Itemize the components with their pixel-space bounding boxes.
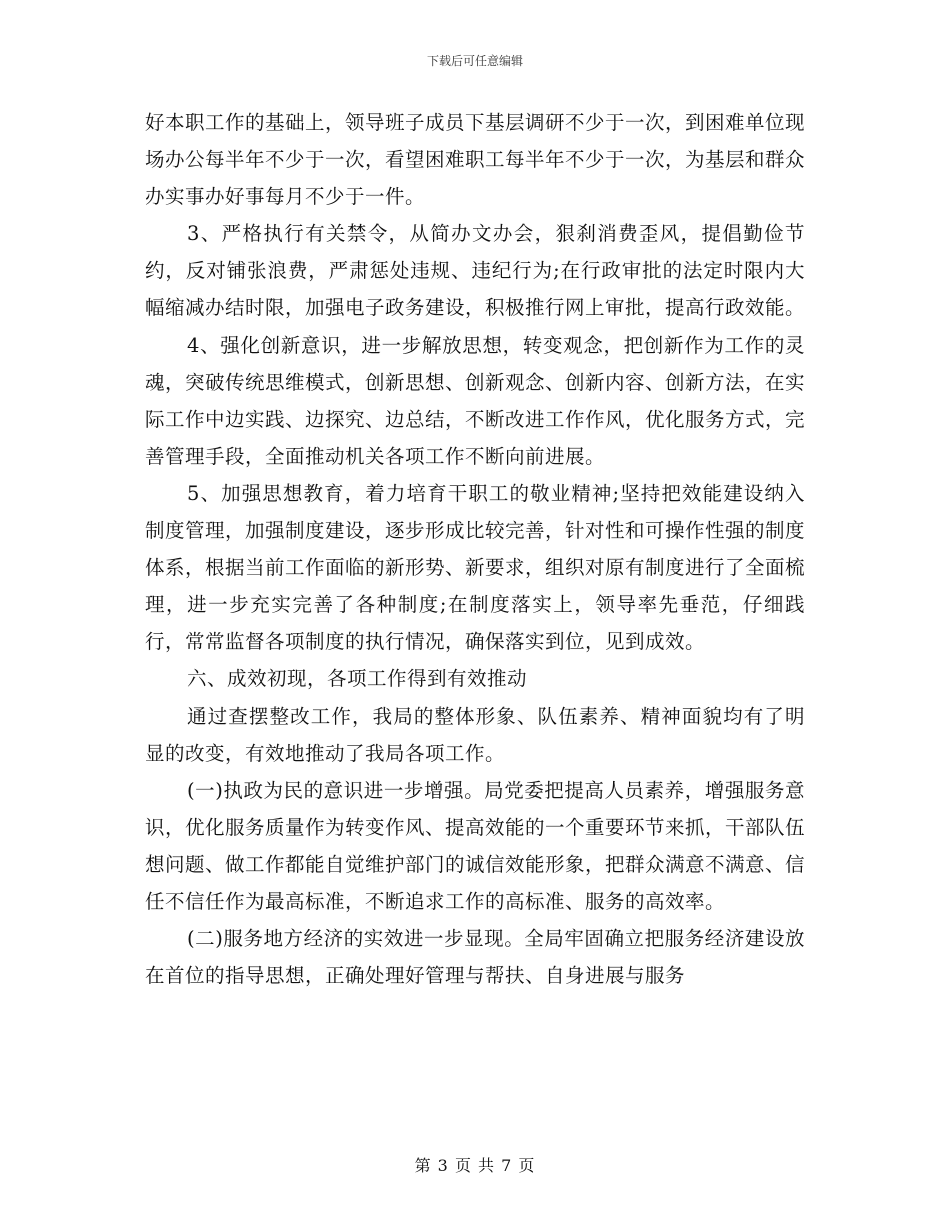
page-header: 下载后可任意编辑 [426,54,523,68]
paragraph-4: 5、加强思想教育，着力培育干职工的敬业精神;坚持把效能建设纳入制度管理，加强制度建设，逐步形成比较完善，针对性和可操作性强的制度体系，根据当前工作面临的新形势、新要求，组织对原有制度进行了全面梳理，进一步充实完善了各种制度;在制度落实上，领导率先垂范，仔细践行，常常监督各项制度的执行情况，确保落实到位，见到成效。 [145,481,806,654]
page-number: 第 3 页 共 7 页 [414,1156,536,1175]
paragraph-3: 4、强化创新意识，进一步解放思想，转变观念，把创新作为工作的灵魂，突破传统思维模式，创新思想、创新观念、创新内容、创新方法，在实际工作中边实践、边探究、边总结，不断改进工作作风，优化服务方式，完善管理手段，全面推动机关各项工作不断向前进展。 [145,333,806,468]
section-heading: 六、成效初现，各项工作得到有效推动 [187,667,528,691]
paragraph-7: (二)服务地方经济的实效进一步显现。全局牢固确立把服务经济建设放在首位的指导思想，正确处理好管理与帮扶、自身进展与服务 [145,927,805,988]
paragraph-6: (一)执政为民的意识进一步增强。局党委把提高人员素养，增强服务意识，优化服务质量作为转变作风、提高效能的一个重要环节来抓，干部队伍想问题、做工作都能自觉维护部门的诚信效能形象，把群众满意不满意、信任不信任作为最高标准，不断追求工作的高标准、服务的高效率。 [145,778,806,913]
paragraph-1: 好本职工作的基础上，领导班子成员下基层调研不少于一次，到困难单位现场办公每半年不少于一次，看望困难职工每半年不少于一次，为基层和群众办实事办好事每月不少于一件。 [145,111,806,209]
paragraph-5: 通过查摆整改工作，我局的整体形象、队伍素养、精神面貌均有了明显的改变，有效地推动了我局各项工作。 [145,704,805,765]
paragraph-2: 3、严格执行有关禁令，从简办文办会，狠刹消费歪风，提倡勤俭节约，反对铺张浪费，严肃惩处违规、违纪行为;在行政审批的法定时限内大幅缩减办结时限，加强电子政务建设，积极推行网上审批，提高行政效能。 [145,222,806,320]
document-body [145,104,805,994]
